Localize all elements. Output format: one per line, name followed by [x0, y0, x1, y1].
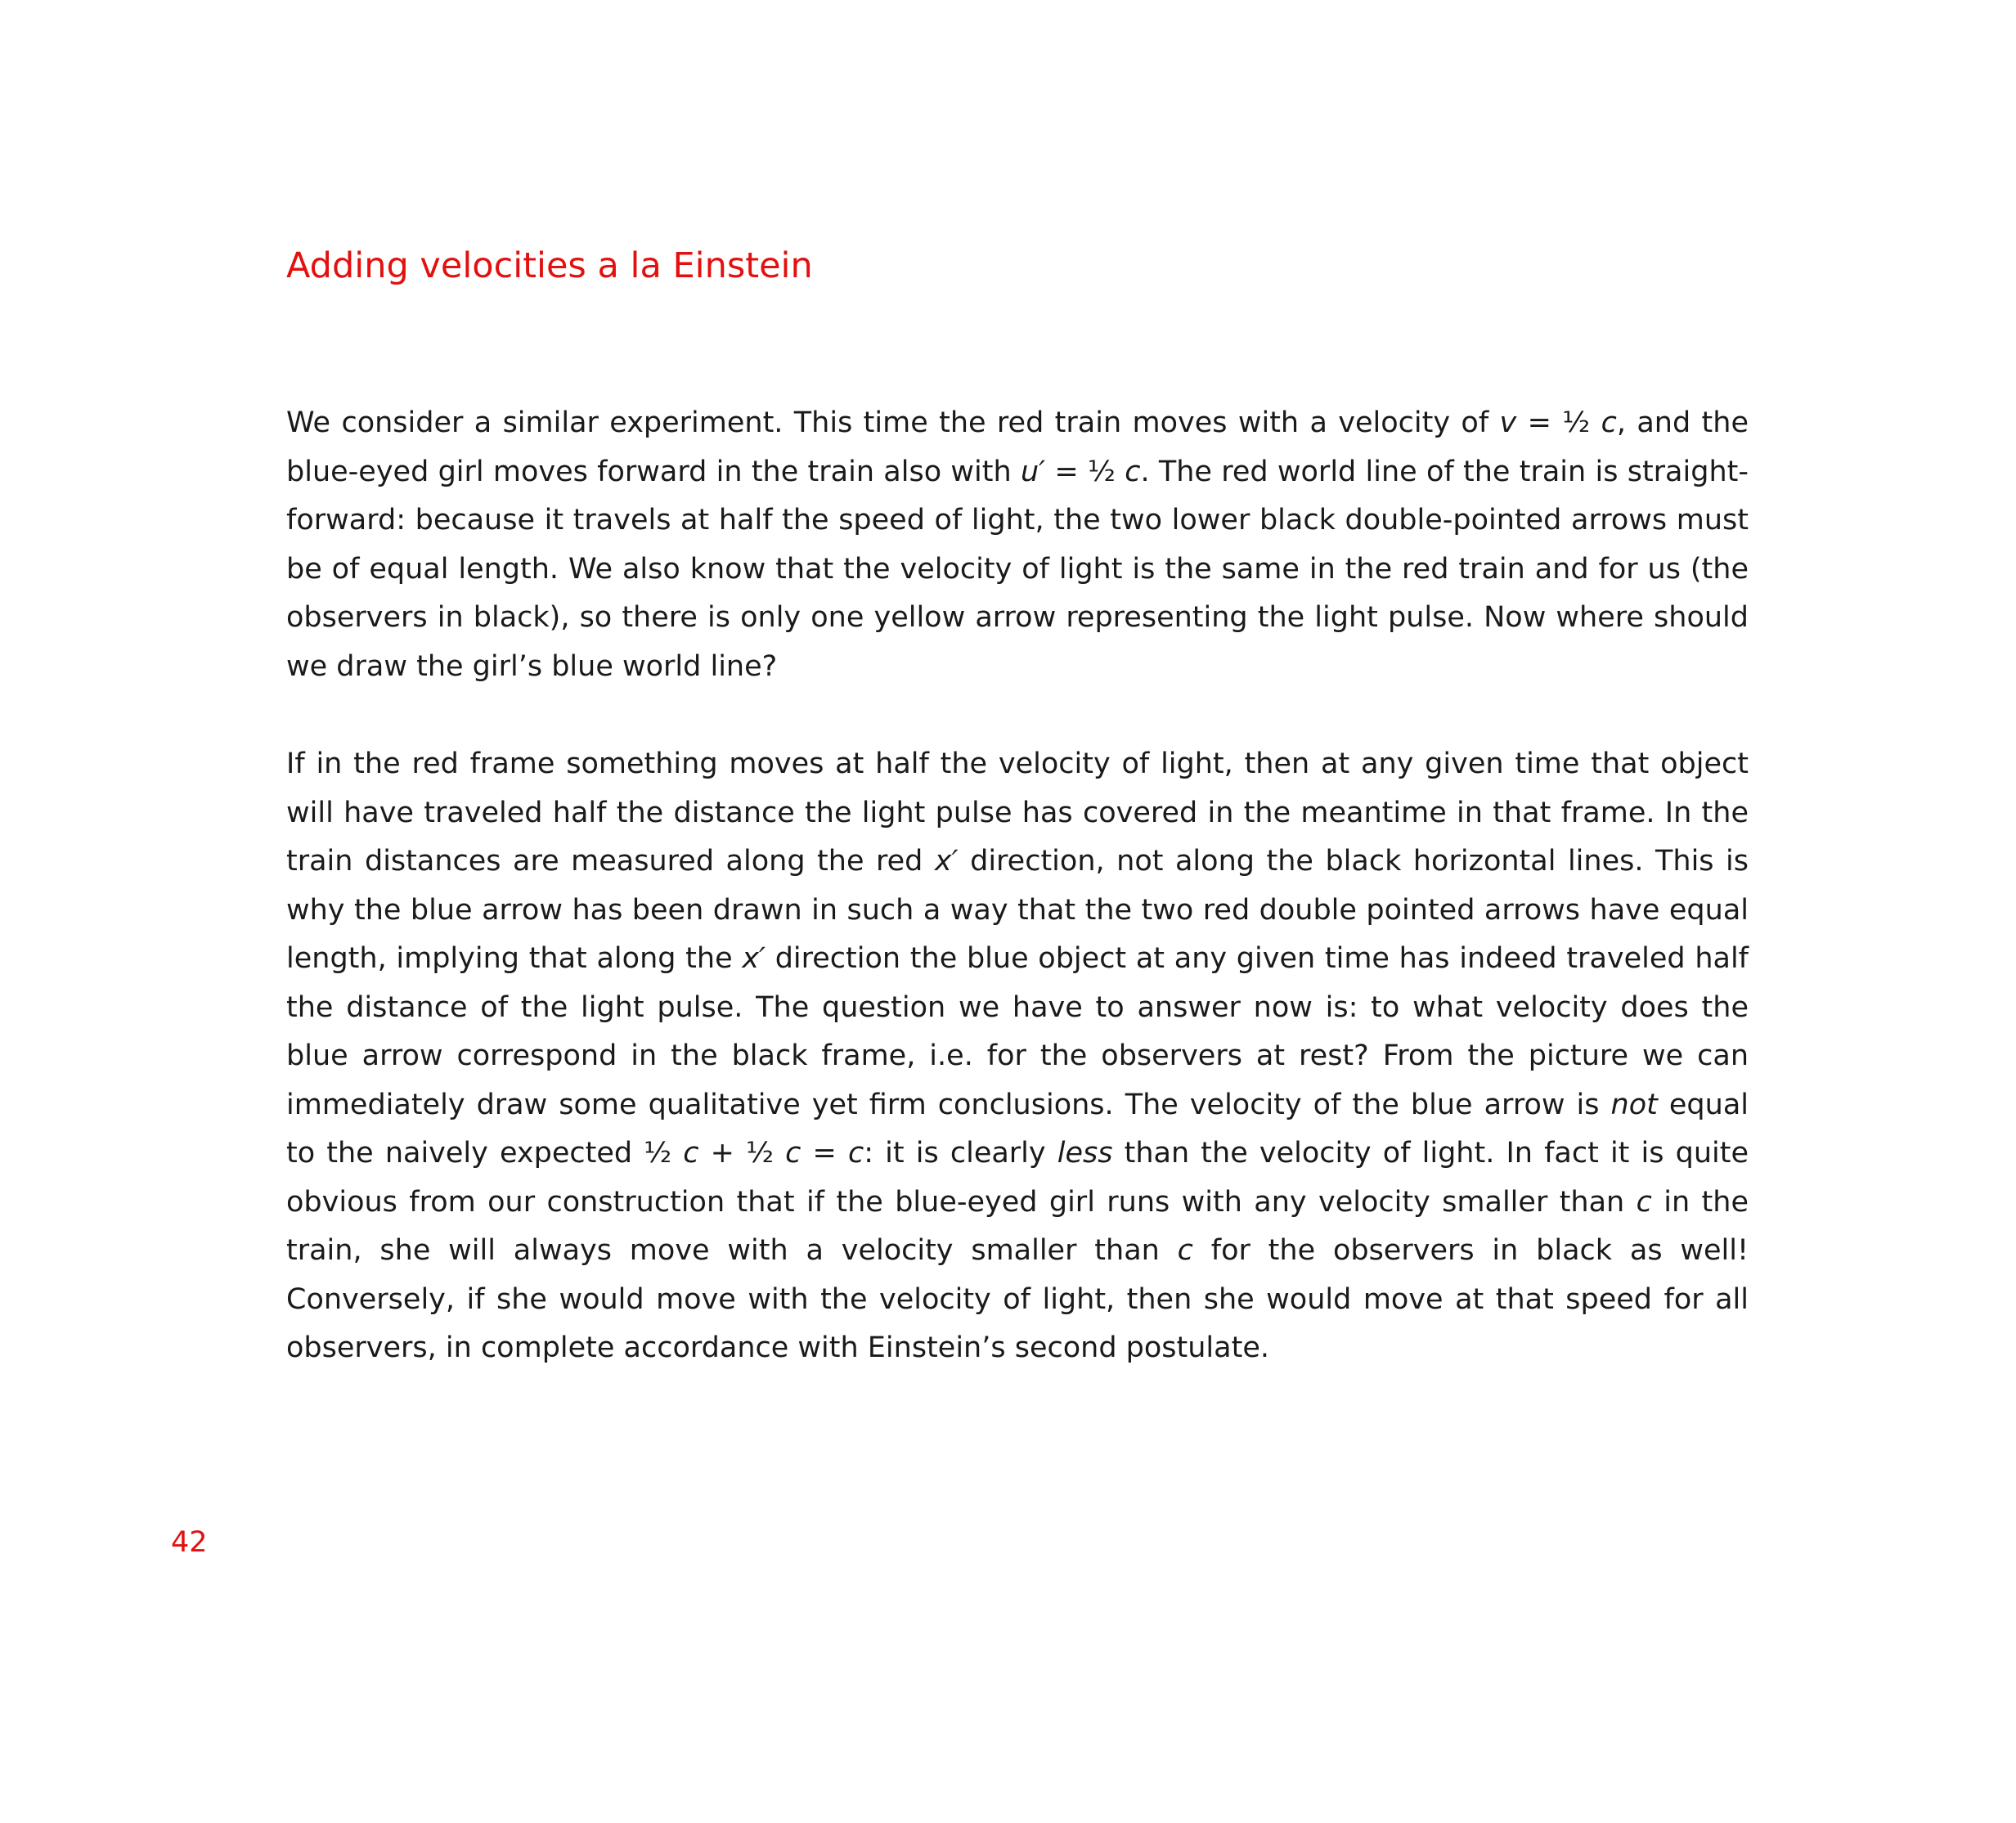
text-run: + ½ [698, 1137, 786, 1170]
italic-term: c [785, 1137, 801, 1170]
text-run: direction, not along the black horizontal lines. This is why the blue arrow has been drawn in such a way that the two red double pointed arrows have equal length, implying that along the [286, 845, 1749, 975]
text-run: direction the blue object at any given time has indeed traveled half the distance of the light pulse. The question we have to answer now is: to what velocity does the blue arrow correspond in the black frame, i.e. for the observers at rest? From the picture we can immediately draw some qualitative yet firm conclusions. The velocity of the blue arrow is [286, 942, 1749, 1121]
paragraph [286, 740, 1749, 1373]
text-run: equal to the naively expected ½ [286, 1088, 1749, 1170]
italic-term: less [1057, 1137, 1113, 1170]
text-run: = ½ [1045, 455, 1125, 488]
text-run: for the observers in black as well! Conversely, if she would move with the velocity of light, then she would move at that speed for all observers, in complete accordance with Einstein’s second postulate. [286, 1234, 1749, 1364]
text-run: = [801, 1137, 849, 1170]
text-run: If in the red frame something moves at half the velocity of light, then at any given time that object will have traveled half the distance the light pulse has covered in the meantime in that frame. In the train distances are measured along the red [286, 748, 1749, 878]
text-run: than the velocity of light. In fact it is quite obvious from our construction that if the blue-eyed girl runs with any velocity smaller than [286, 1137, 1749, 1219]
paragraph [286, 399, 1749, 691]
italic-term: c [1601, 406, 1617, 439]
body-text [286, 399, 1749, 1422]
text-run: in the train, she will always move with a velocity smaller than [286, 1185, 1749, 1267]
text-run: = ½ [1516, 406, 1601, 439]
italic-term: c [1125, 455, 1141, 488]
italic-term: x′ [742, 942, 766, 975]
text-run: . The red world line of the train is straightforward: because it travels at half the speed of light, the two lower black double-pointed arrows must be of equal length. We also know that the velocity of light is the same in the red train and for us (the observers in black), so there is only one yellow arrow representing the light pulse. Now where should we draw the girl’s blue world line? [286, 455, 1749, 683]
italic-term: x′ [934, 845, 959, 878]
text-run: We consider a similar experiment. This time the red train moves with a velocity of [286, 406, 1500, 439]
text-run: , and the blue-eyed girl moves forward in the train also with [286, 406, 1749, 488]
page-number: 42 [171, 1526, 208, 1559]
page-title: Adding velocities a la Einstein [286, 245, 813, 286]
italic-term: c [683, 1137, 699, 1170]
italic-term: v [1499, 406, 1517, 439]
text-run: : it is clearly [864, 1137, 1057, 1170]
italic-term: c [1636, 1185, 1652, 1219]
italic-term: u′ [1020, 455, 1046, 488]
italic-term: c [848, 1137, 864, 1170]
italic-term: c [1177, 1234, 1193, 1267]
italic-term: not [1610, 1088, 1658, 1121]
